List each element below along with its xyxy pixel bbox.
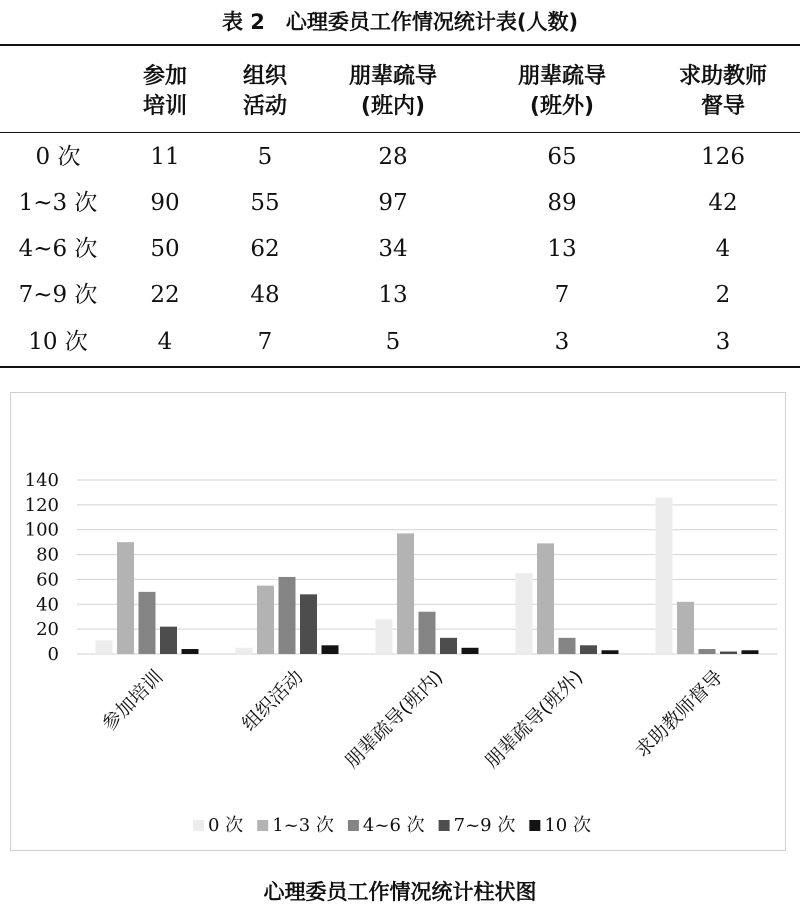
x-category-label: 参加培训: [98, 665, 168, 736]
bar: [462, 648, 479, 654]
legend-label: 10 次: [544, 815, 591, 836]
table-cell: 3: [715, 329, 731, 355]
x-category-label: 朋辈疏导(班外): [480, 665, 588, 773]
y-tick-label: 0: [47, 644, 59, 665]
row-label: 4~6 次: [18, 236, 98, 262]
row-label: 10 次: [28, 329, 88, 355]
y-tick-label: 20: [36, 619, 59, 641]
table-cell: 2: [715, 282, 731, 308]
bar: [440, 638, 457, 654]
column-header: 组织 活动: [242, 64, 288, 119]
row-label: 0 次: [35, 144, 81, 170]
table-cell: 7: [257, 329, 273, 355]
bar: [559, 638, 576, 654]
y-tick-label: 40: [36, 594, 59, 616]
bar-chart: [11, 393, 787, 852]
bar: [182, 649, 199, 654]
bar: [656, 497, 673, 654]
legend-swatch: [348, 820, 359, 831]
chart-caption: 心理委员工作情况统计柱状图: [263, 880, 537, 904]
legend-label: 0 次: [208, 815, 244, 836]
bar: [139, 592, 156, 654]
bar: [419, 612, 436, 654]
bar: [322, 645, 339, 654]
table-cell: 11: [150, 144, 180, 170]
bar: [516, 573, 533, 654]
table-cell: 97: [378, 190, 408, 216]
table-cell: 3: [554, 329, 570, 355]
table-cell: 4: [715, 236, 731, 262]
column-header: 求助教师 督导: [678, 64, 768, 119]
legend-label: 4~6 次: [362, 815, 425, 836]
table-cell: 48: [250, 282, 280, 308]
bar: [236, 648, 253, 654]
table-bottom-rule: [0, 366, 800, 368]
bar: [376, 619, 393, 654]
column-header: 朋辈疏导 (班外): [517, 64, 607, 119]
bar: [699, 649, 716, 654]
table-cell: 126: [701, 144, 745, 170]
y-tick-label: 140: [24, 470, 59, 491]
row-label: 1~3 次: [18, 190, 98, 216]
table-cell: 50: [150, 236, 180, 262]
bar: [279, 577, 296, 654]
bar: [742, 650, 759, 654]
y-tick-label: 80: [36, 544, 59, 566]
table-cell: 34: [378, 236, 408, 262]
bar: [397, 533, 414, 654]
table-top-rule: [0, 44, 800, 46]
table-cell: 5: [385, 329, 401, 355]
table-cell: 42: [708, 190, 738, 216]
bar: [580, 645, 597, 654]
table-cell: 4: [157, 329, 173, 355]
column-header: 朋辈疏导 (班内): [348, 64, 438, 119]
table-cell: 22: [150, 282, 180, 308]
bar: [300, 594, 317, 654]
bar: [160, 627, 177, 654]
y-tick-label: 120: [24, 494, 59, 516]
legend-swatch: [193, 820, 204, 831]
legend-swatch: [439, 820, 450, 831]
table-cell: 89: [547, 190, 577, 216]
x-category-label: 求助教师督导: [631, 665, 728, 763]
row-label: 7~9 次: [18, 282, 98, 308]
bar: [257, 586, 274, 654]
x-category-label: 朋辈疏导(班内): [340, 665, 448, 773]
bar: [117, 542, 134, 654]
table-cell: 7: [554, 282, 570, 308]
table-cell: 13: [547, 236, 577, 262]
table-cell: 13: [378, 282, 408, 308]
bar: [720, 652, 737, 654]
bar: [537, 543, 554, 654]
column-header: 参加 培训: [142, 64, 188, 119]
table-cell: 5: [257, 144, 273, 170]
y-tick-label: 60: [36, 569, 59, 591]
legend-swatch: [529, 820, 540, 831]
y-tick-label: 100: [24, 519, 59, 541]
legend-label: 1~3 次: [272, 815, 334, 836]
bar: [677, 602, 694, 654]
table-cell: 90: [150, 190, 180, 216]
table-title: 表 2 心理委员工作情况统计表(人数): [221, 10, 579, 34]
table-cell: 62: [250, 236, 280, 262]
table-cell: 28: [378, 144, 408, 170]
table-cell: 55: [250, 190, 280, 216]
chart-frame: [10, 392, 786, 851]
bar: [602, 650, 619, 654]
legend-swatch: [257, 820, 268, 831]
table-header-rule: [0, 132, 800, 133]
table-cell: 65: [547, 144, 577, 170]
bar: [96, 640, 113, 654]
x-category-label: 组织活动: [238, 665, 308, 736]
legend-label: 7~9 次: [453, 815, 516, 836]
